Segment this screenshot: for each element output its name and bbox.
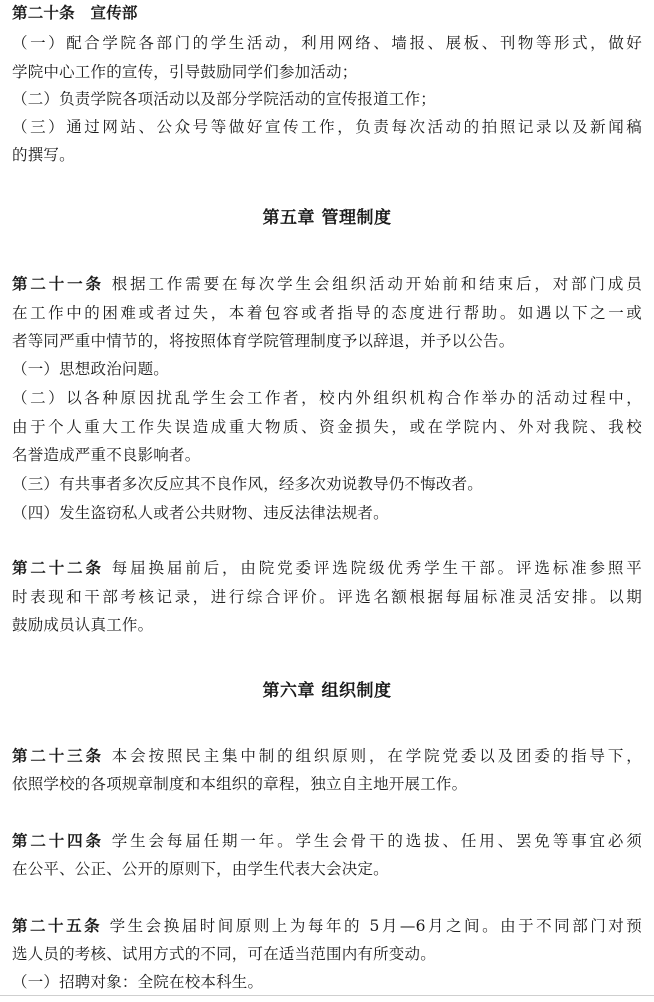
article-22-line-1 bbox=[12, 557, 642, 579]
page-bottom-divider bbox=[0, 995, 654, 996]
article-25-line-1 bbox=[12, 915, 642, 937]
article-22-line-2: 时表现和干部考核记录，进行综合评价。评选名额根据每届标准灵活安排。以期 bbox=[12, 588, 642, 606]
article-21-line-2: 在工作中的困难或者过失，本着包容或者指导的态度进行帮助。如遇以下之一或 bbox=[12, 304, 642, 322]
chapter-5-heading: 第五章 管理制度 bbox=[262, 208, 392, 228]
article-21-line-1 bbox=[12, 273, 642, 295]
article-23-line-2: 依照学校的各项规章制度和本组织的章程，独立自主地开展工作。 bbox=[12, 775, 468, 793]
article-21-line-3: 者等同严重中情节的，将按照体育学院管理制度予以辞退，并予以公告。 bbox=[12, 332, 515, 350]
article-21-line-5: （二）以各种原因扰乱学生会工作者，校内外组织机构合作举办的活动过程中， bbox=[12, 389, 642, 407]
article-20-line-2: 学院中心工作的宣传，引导鼓励同学们参加活动； bbox=[12, 63, 358, 81]
article-22-label: 第二十二条 bbox=[12, 559, 104, 577]
article-25-line-3: （一）招聘对象：全院在校本科生。 bbox=[12, 973, 264, 991]
article-24-text-1: 学生会每届任期一年。学生会骨干的选拔、任用、罢免等事宜必须 bbox=[103, 832, 642, 850]
article-22-text-1: 每届换届前后，由院党委评选院级优秀学生干部。评选标准参照平 bbox=[103, 559, 642, 577]
article-24-line-2: 在公平、公正、公开的原则下，由学生代表大会决定。 bbox=[12, 860, 389, 878]
article-21-line-4: （一）思想政治问题。 bbox=[12, 360, 170, 378]
article-21-label: 第二十一条 bbox=[12, 275, 104, 293]
article-25-line-2: 选人员的考核、试用方式的不同，可在适当范围内有所变动。 bbox=[12, 945, 436, 963]
article-25-text-1: 学生会换届时间原则上为每年的 5月—6月之间。由于不同部门对预 bbox=[102, 917, 642, 935]
chapter-6-heading: 第六章 组织制度 bbox=[262, 681, 392, 701]
article-23-label: 第二十三条 bbox=[12, 747, 104, 765]
article-20-line-3: （二）负责学院各项活动以及部分学院活动的宣传报道工作； bbox=[12, 90, 436, 108]
article-24-line-1 bbox=[12, 830, 642, 852]
article-21-line-8: （三）有共事者多次反应其不良作风，经多次劝说教导仍不悔改者。 bbox=[12, 475, 484, 493]
article-21-line-9: （四）发生盗窃私人或者公共财物、违反法律法规者。 bbox=[12, 504, 389, 522]
article-25-label: 第二十五条 bbox=[12, 917, 103, 935]
article-20-line-1: （一）配合学院各部门的学生活动，利用网络、墙报、展板、刊物等形式，做好 bbox=[12, 34, 642, 52]
article-23-line-1 bbox=[12, 745, 642, 767]
article-22-line-3: 鼓励成员认真工作。 bbox=[12, 616, 154, 634]
article-20-line-4: （三）通过网站、公众号等做好宣传工作，负责每次活动的拍照记录以及新闻稿 bbox=[12, 118, 642, 136]
article-21-line-7: 名誉造成严重不良影响者。 bbox=[12, 446, 201, 464]
article-20-line-5: 的撰写。 bbox=[12, 146, 75, 164]
article-24-label: 第二十四条 bbox=[12, 832, 104, 850]
article-21-text-1: 根据工作需要在每次学生会组织活动开始前和结束后，对部门成员 bbox=[103, 275, 642, 293]
article-23-text-1: 本会按照民主集中制的组织原则，在学院党委以及团委的指导下， bbox=[103, 747, 642, 765]
article-21-line-6: 由于个人重大工作失误造成重大物质、资金损失，或在学院内、外对我院、我校 bbox=[12, 418, 642, 436]
article-20-title: 第二十条 宣传部 bbox=[12, 4, 138, 22]
